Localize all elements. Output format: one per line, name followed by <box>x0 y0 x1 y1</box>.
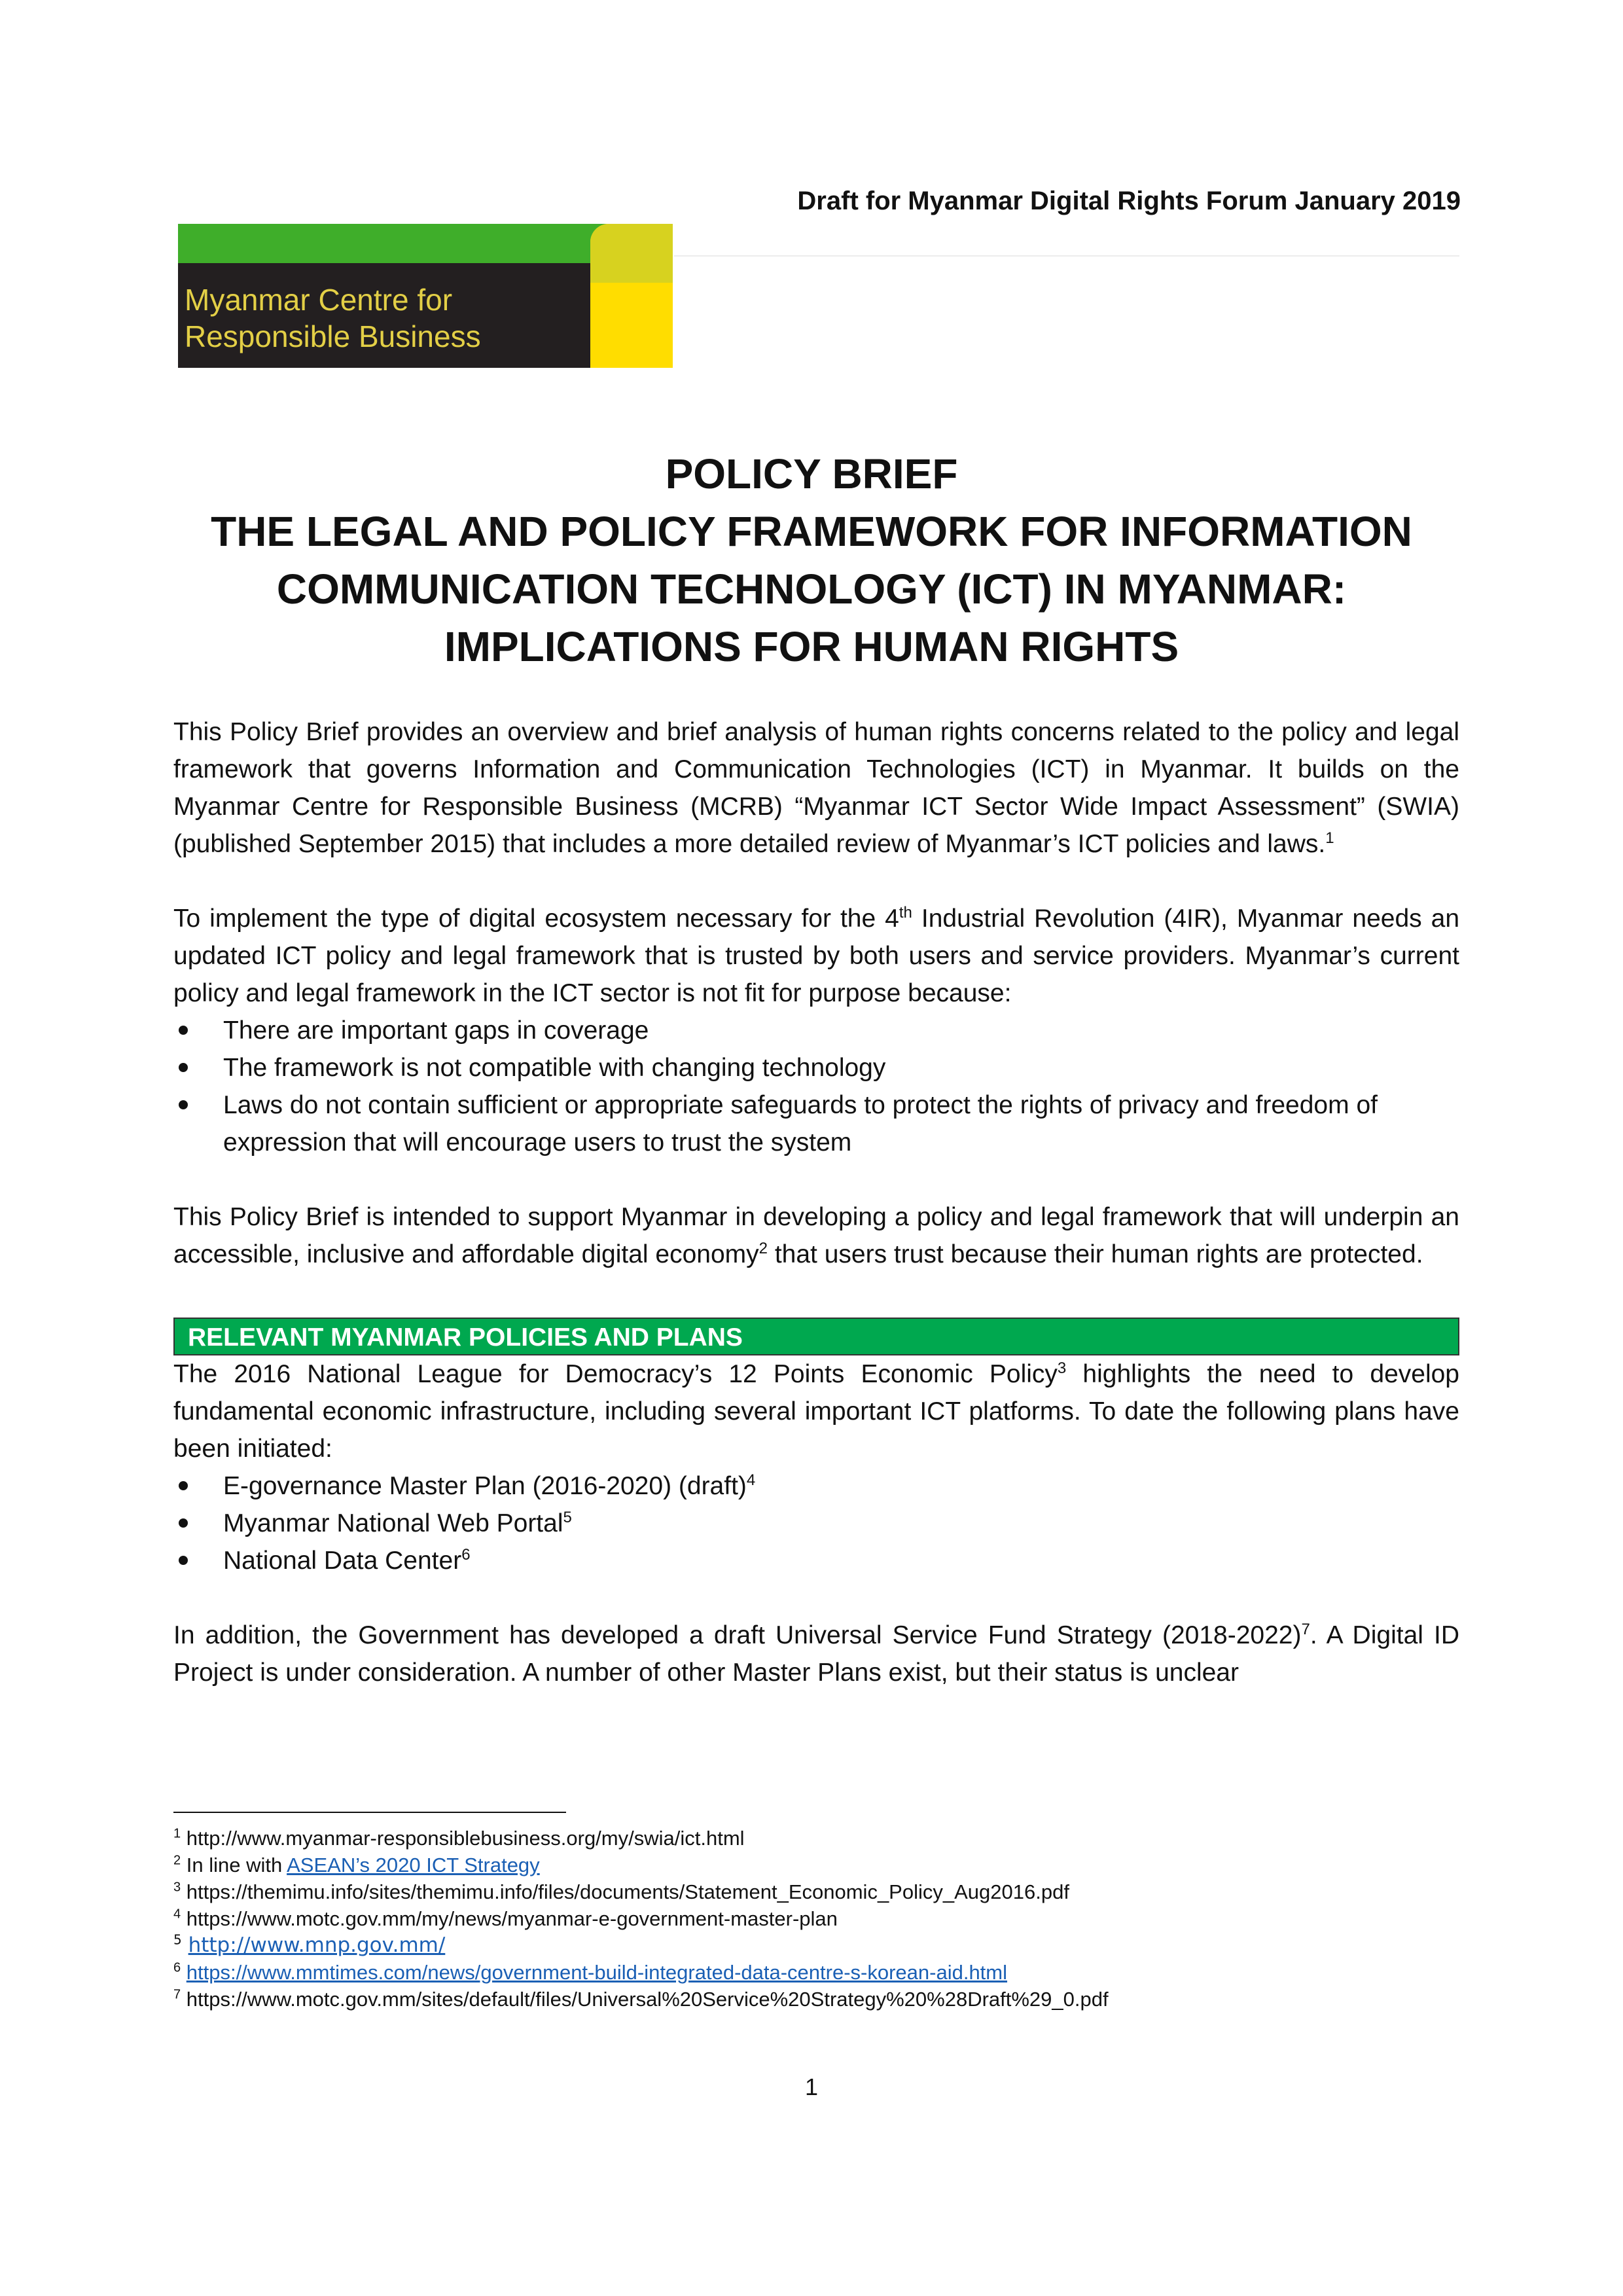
list-item: Laws do not contain sufficient or appropriate safeguards to protect the rights of privacy and freedom of expression that will encourage users to trust the system <box>173 1086 1459 1161</box>
bullet-icon <box>179 1518 188 1528</box>
bullet-icon <box>179 1100 188 1109</box>
footnote-link[interactable]: http://www.myanmar-responsiblebusiness.org/my/swia/ict.html <box>186 1827 745 1850</box>
document-body <box>173 713 1459 1691</box>
title-line-3: COMMUNICATION TECHNOLOGY (ICT) IN MYANMAR: <box>276 565 1347 613</box>
footnote-1: $^1$ http://www.myanmar-responsiblebusiness.org/my/swia/ict.html <box>173 1826 745 1850</box>
list-item: There are important gaps in coverage <box>173 1012 1459 1049</box>
mcrb-logo <box>178 224 673 368</box>
footnote-ref-1[interactable]: 1 <box>1325 829 1334 847</box>
plans-list <box>173 1467 1459 1579</box>
footnote-ref-2[interactable]: 2 <box>758 1240 768 1257</box>
list-item: E-governance Master Plan (2016-2020) (draft)$^4$ <box>173 1467 1459 1505</box>
footnote-link[interactable]: https://www.motc.gov.mm/sites/default/files/Universal%20Service%20Strategy%20%28Draft%29_0.pdf <box>186 1988 1109 2011</box>
bullet-icon <box>179 1063 188 1072</box>
footnote-6: $^6$ https://www.mmtimes.com/news/government-build-integrated-data-centre-s-korean-aid.html <box>173 1960 1008 1984</box>
section-heading: RELEVANT MYANMAR POLICIES AND PLANS <box>173 1318 1459 1355</box>
document-title <box>162 445 1461 675</box>
section-paragraph-1: The 2016 National League for Democracy’s 12 Points Economic Policy$^3$ highlights the need to develop fundamental economic infrastructure, including several important ICT platforms. To date the following plans have been initiated: <box>173 1359 1459 1463</box>
page-number: 1 <box>804 2073 819 2100</box>
footnote-ref-4[interactable]: 4 <box>746 1471 756 1489</box>
intro-paragraph-3: This Policy Brief is intended to support Myanmar in developing a policy and legal framework that will underpin an accessible, inclusive and affordable digital economy$^2$ that users trust because their human rights are protected. <box>173 1203 1459 1268</box>
footnote-link[interactable]: https://www.motc.gov.mm/my/news/myanmar-e-government-master-plan <box>186 1907 838 1930</box>
intro-paragraph-2: To implement the type of digital ecosystem necessary for the 4th Industrial Revolution (4IR), Myanmar needs an updated ICT policy and legal framework that is trusted by both users and service providers. Myanmar’s current policy and legal framework in the ICT sector is not fit for purpose because: <box>173 904 1460 1007</box>
logo-line-2: Responsible Business <box>185 319 481 353</box>
footnote-2: $^2$ In line with ASEAN’s 2020 ICT Strategy <box>173 1853 540 1876</box>
footnote-ref-3[interactable]: 3 <box>1057 1359 1067 1377</box>
list-item: The framework is not compatible with changing technology <box>173 1049 1459 1086</box>
list-item: National Data Center$^6$ <box>173 1542 1459 1579</box>
footnote-ref-7[interactable]: 7 <box>1301 1621 1310 1638</box>
footnote-ref-6[interactable]: 6 <box>461 1546 471 1564</box>
header-rule <box>674 255 1459 257</box>
logo-line-1: Myanmar Centre for <box>185 283 453 317</box>
footnote-7: $^7$ https://www.motc.gov.mm/sites/default/files/Universal%20Service%20Strategy%20%28Draft%29_0.pdf <box>173 1987 1109 2011</box>
intro-paragraph-1: This Policy Brief provides an overview and brief analysis of human rights concerns related to the policy and legal framework that governs Information and Communication Technologies (ICT) in Myanmar. It builds on the Myanmar Centre for Responsible Business (MCRB) “Myanmar ICT Sector Wide Impact Assessment” (SWIA) (published September 2015) that includes a more detailed review of Myanmar’s ICT policies and laws.$^1$ <box>173 718 1459 858</box>
footnote-link[interactable]: https://www.mmtimes.com/news/government-build-integrated-data-centre-s-korean-aid.html <box>186 1961 1008 1984</box>
concerns-list <box>173 1012 1459 1161</box>
bullet-icon <box>179 1556 188 1565</box>
list-item: Myanmar National Web Portal$^5$ <box>173 1505 1459 1542</box>
footnote-link[interactable]: http://www.mnp.gov.mm/ <box>188 1933 446 1957</box>
header-note: Draft for Myanmar Digital Rights Forum January 2019 <box>797 187 1461 215</box>
footnote-ref-5[interactable]: 5 <box>563 1509 572 1526</box>
bullet-icon <box>179 1026 188 1035</box>
footnote-link[interactable]: ASEAN’s 2020 ICT Strategy <box>287 1854 540 1876</box>
footnote-4: $^4$ https://www.motc.gov.mm/my/news/myanmar-e-government-master-plan <box>173 1907 838 1930</box>
logo-text <box>185 281 584 355</box>
footnote-separator <box>173 1812 566 1813</box>
title-line-1: POLICY BRIEF <box>665 450 958 497</box>
footnote-link[interactable]: https://themimu.info/sites/themimu.info/files/documents/Statement_Economic_Policy_Aug2016.pdf <box>186 1880 1069 1903</box>
title-line-2: THE LEGAL AND POLICY FRAMEWORK FOR INFORMATION <box>211 508 1412 555</box>
title-line-4: IMPLICATIONS FOR HUMAN RIGHTS <box>444 623 1179 670</box>
footnotes <box>173 1825 1459 2013</box>
footnote-3: $^3$ https://themimu.info/sites/themimu.info/files/documents/Statement_Economic_Policy_Aug2016.pdf <box>173 1880 1069 1903</box>
footnote-5: $^5$ http://www.mnp.gov.mm/ <box>173 1931 446 1957</box>
section-paragraph-2: In addition, the Government has developed a draft Universal Service Fund Strategy (2018-2022)$^7$. A Digital ID Project is under consideration. A number of other Master Plans exist, but their status is unclear <box>173 1621 1459 1687</box>
bullet-icon <box>179 1481 188 1490</box>
